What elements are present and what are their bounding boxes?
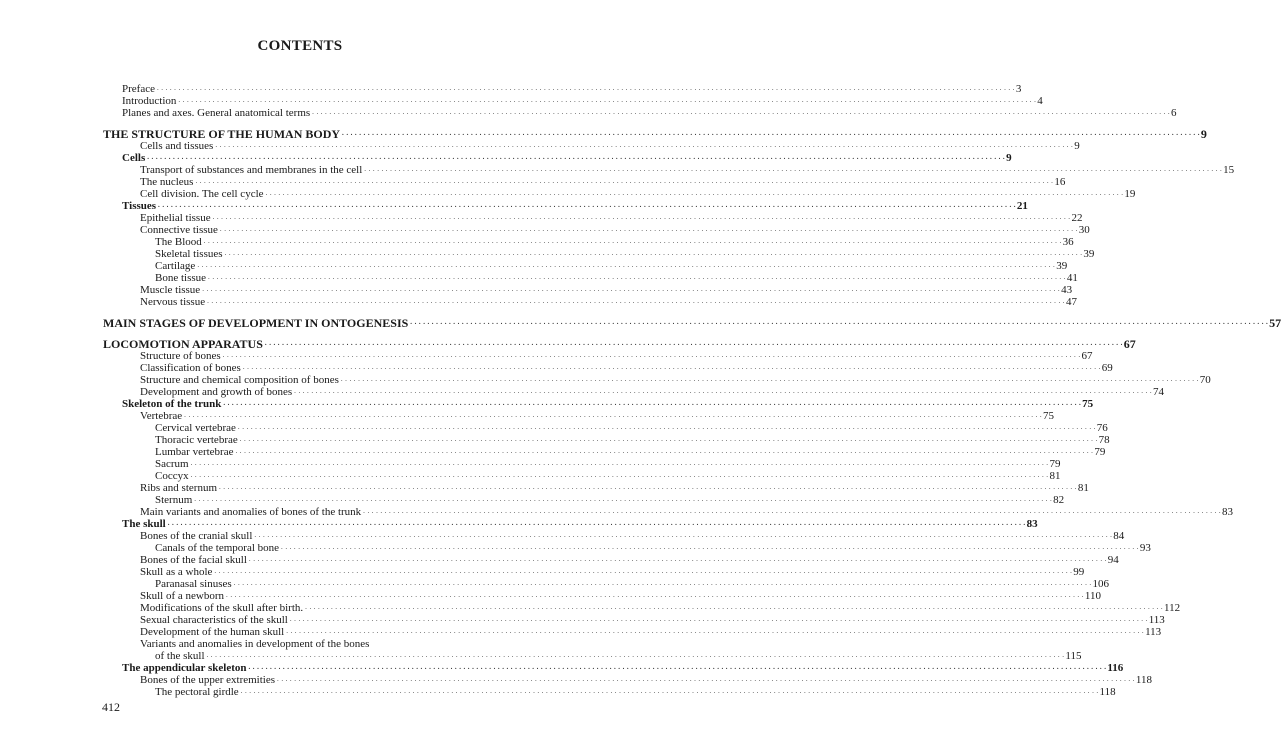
toc-entry-page: 78 (1098, 434, 1110, 446)
dot-leader: . . . . . . . . . . . . . . . . . . . . . . . . . . . . . . . . . . . . . . . . . . . . . . . . . . . . . . . . . . . . . . . . . . . . . . . . . . . . . . . . . . . . . . . . . . . . . . . . . . . . . . . . . . . . . . . . . . . . . . . . . . . . . . . . . . . . . . . . . . . . . . . . . . . . . . . . . . . . . . . . . . . . . . . . . . . . . . . . . . . . . . . . . . . . . . . . . . . . . . . . (224, 249, 1083, 257)
toc-entry-title: Sacrum (155, 458, 189, 470)
toc-entry-title: Cell division. The cell cycle (140, 188, 264, 200)
toc-entry-page: 9 (1200, 127, 1207, 141)
toc-entry-page: 3 (1015, 83, 1022, 95)
dot-leader: . . . . . . . . . . . . . . . . . . . . . . . . . . . . . . . . . . . . . . . . . . . . . . . . . . . . . . . . . . . . . . . . . . . . . . . . . . . . . . . . . . . . . . . . . . . . . . . . . . . . . . . . . . . . . . . . . . . . . . . . . . . . . . . . . . . . . . . . . . . . . . . . . . . . . . . . . . . . . . . . . . . . . . . . . . . . . . . . . . . . . . . . . . . . . . . . . . . . . . . . (233, 579, 1092, 587)
dot-leader: . . . . . . . . . . . . . . . . . . . . . . . . . . . . . . . . . . . . . . . . . . . . . . . . . . . . . . . . . . . . . . . . . . . . . . . . . . . . . . . . . . . . . . . . . . . . . . . . . . . . . . . . . . . . . . . . . . . . . . . . . . . . . . . . . . . . . . . . . . . . . . . . . . . . . . . . . . . . . . . . . . . . . . . . . . . . . . . . . . . . . . . . . . . . . . . . . . . . . . . . (207, 297, 1065, 305)
toc-entry-page: 79 (1094, 446, 1106, 458)
toc-entry-title: Canals of the temporal bone (155, 542, 280, 554)
toc-entry-title: Bones of the facial skull (140, 554, 247, 566)
dot-leader: . . . . . . . . . . . . . . . . . . . . . . . . . . . . . . . . . . . . . . . . . . . . . . . . . . . . . . . . . . . . . . . . . . . . . . . . . . . . . . . . . . . . . . . . . . . . . . . . . . . . . . . . . . . . . . . . . . . . . . . . . . . . . . . . . . . . . . . . . . . . . . . . . . . . . . . . . . . . . . . . . . . . . . . . . . . . . . . . . . . . . . . . . . . . . . . . . . . . . . . . (312, 108, 1171, 116)
toc-entry-title: Skeleton of the trunk (122, 398, 222, 410)
dot-leader: . . . . . . . . . . . . . . . . . . . . . . . . . . . . . . . . . . . . . . . . . . . . . . . . . . . . . . . . . . . . . . . . . . . . . . . . . . . . . . . . . . . . . . . . . . . . . . . . . . . . . . . . . . . . . . . . . . . . . . . . . . . . . . . . . . . . . . . . . . . . . . . . . . . . . . . . . . . . . . . . . . . . . . . . . . . . . . . . . . . . . . . . . . . . . . . . . . . . . . . . (248, 555, 1107, 563)
toc-entry-page: 83 (1026, 518, 1038, 530)
toc-entry-page: 41 (1066, 272, 1078, 284)
toc-entry (103, 566, 1085, 578)
toc-entry-page: 21 (1016, 200, 1028, 212)
toc-entry-page: 110 (1084, 590, 1101, 602)
toc-entry-page: 115 (1065, 650, 1082, 662)
toc-entry (103, 554, 1119, 566)
dot-leader: . . . . . . . . . . . . . . . . . . . . . . . . . . . . . . . . . . . . . . . . . . . . . . . . . . . . . . . . . . . . . . . . . . . . . . . . . . . . . . . . . . . . . . . . . . . . . . . . . . . . . . . . . . . . . . . . . . . . . . . . . . . . . . . . . . . . . . . . . . . . . . . . . . . . . . . . . . . . . . . . . . . . . . . . . . . . . . . . . . . . . . . . . . . . . . . . . . . . . . . . (219, 225, 1078, 233)
dot-leader: . . . . . . . . . . . . . . . . . . . . . . . . . . . . . . . . . . . . . . . . . . . . . . . . . . . . . . . . . . . . . . . . . . . . . . . . . . . . . . . . . . . . . . . . . . . . . . . . . . . . . . . . . . . . . . . . . . . . . . . . . . . . . . . . . . . . . . . . . . . . . . . . . . . . . . . . . . . . . . . . . . . . . . . . . . . . . . . . . . . . . . . . . . . . . . . . . . . . . . . . (305, 603, 1163, 611)
dot-leader: . . . . . . . . . . . . . . . . . . . . . . . . . . . . . . . . . . . . . . . . . . . . . . . . . . . . . . . . . . . . . . . . . . . . . . . . . . . . . . . . . . . . . . . . . . . . . . . . . . . . . . . . . . . . . . . . . . . . . . . . . . . . . . . . . . . . . . . . . . . . . . . . . . . . . . . . . . . . . . . . . . . . . . . . . . . . . . . . . . . . . . . . . . . . . . . . . . . . . . . . (226, 591, 1084, 599)
toc-entry (103, 260, 1068, 272)
toc-entry-title: Skeletal tissues (155, 248, 223, 260)
dot-leader: . . . . . . . . . . . . . . . . . . . . . . . . . . . . . . . . . . . . . . . . . . . . . . . . . . . . . . . . . . . . . . . . . . . . . . . . . . . . . . . . . . . . . . . . . . . . . . . . . . . . . . . . . . . . . . . . . . . . . . . . . . . . . . . . . . . . . . . . . . . . . . . . . . . . . . . . . . . . . . . . . . . . . . . . . . . . . . . . . . . . . . . . . . . . . . . . . . . . . . . . (248, 663, 1107, 671)
toc-entry-page: 99 (1073, 566, 1085, 578)
dot-leader: . . . . . . . . . . . . . . . . . . . . . . . . . . . . . . . . . . . . . . . . . . . . . . . . . . . . . . . . . . . . . . . . . . . . . . . . . . . . . . . . . . . . . . . . . . . . . . . . . . . . . . . . . . . . . . . . . . . . . . . . . . . . . . . . . . . . . . . . . . . . . . . . . . . . . . . . . . . . . . . . . . . . . . . . . . . . . . . . . . . . . . . . . . . . . . . . . . . . . . . . (265, 189, 1124, 197)
toc-entry-page: 67 (1081, 350, 1093, 362)
toc-entry (103, 590, 1101, 602)
toc-entry-title: Structure of bones (140, 350, 221, 362)
toc-entry (103, 650, 1082, 662)
toc-entry (103, 272, 1078, 284)
dot-leader: . . . . . . . . . . . . . . . . . . . . . . . . . . . . . . . . . . . . . . . . . . . . . . . . . . . . . . . . . . . . . . . . . . . . . . . . . . . . . . . . . . . . . . . . . . . . . . . . . . . . . . . . . . . . . . . . . . . . . . . . . . . . . . . . . . . . . . . . . . . . . . . . . . . . . . . . . . . . . . . . . . . . . . . . . . . . . . . . . . . . . . . . . . . . . . . . . . . . . . . . (294, 387, 1152, 395)
dot-leader: . . . . . . . . . . . . . . . . . . . . . . . . . . . . . . . . . . . . . . . . . . . . . . . . . . . . . . . . . . . . . . . . . . . . . . . . . . . . . . . . . . . . . . . . . . . . . . . . . . . . . . . . . . . . . . . . . . . . . . . . . . . . . . . . . . . . . . . . . . . . . . . . . . . . . . . . . . . . . . . . . . . . . . . . . . . . . . . . . . . . . . . . . . . . . . . . . . . . . . . . (342, 129, 1200, 137)
dot-leader: . . . . . . . . . . . . . . . . . . . . . . . . . . . . . . . . . . . . . . . . . . . . . . . . . . . . . . . . . . . . . . . . . . . . . . . . . . . . . . . . . . . . . . . . . . . . . . . . . . . . . . . . . . . . . . . . . . . . . . . . . . . . . . . . . . . . . . . . . . . . . . . . . . . . . . . . . . . . . . . . . . . . . . . . . . . . . . . . . . . . . . . . . . . . . . . . . . . . . . . . (254, 531, 1113, 539)
toc-entry-title: Bone tissue (155, 272, 207, 284)
toc-entry (103, 422, 1108, 434)
toc-entry-page: 39 (1056, 260, 1068, 272)
toc-entry (103, 446, 1106, 458)
toc-entry-title: Cells and tissues (140, 140, 214, 152)
toc-entry-page: 9 (1006, 152, 1012, 164)
toc-entry (103, 176, 1066, 188)
dot-leader: . . . . . . . . . . . . . . . . . . . . . . . . . . . . . . . . . . . . . . . . . . . . . . . . . . . . . . . . . . . . . . . . . . . . . . . . . . . . . . . . . . . . . . . . . . . . . . . . . . . . . . . . . . . . . . . . . . . . . . . . . . . . . . . . . . . . . . . . . . . . . . . . . . . . . . . . . . . . . . . . . . . . . . . . . . . . . . . . . . . . . . . . . . . . . . . . . . . . . . . . (237, 423, 1096, 431)
toc-entry (103, 152, 1012, 164)
toc-entry (103, 626, 1162, 638)
toc-entry-page: 118 (1135, 674, 1152, 686)
toc-entry-page: 75 (1043, 410, 1054, 422)
toc-entry-page: 82 (1053, 494, 1065, 506)
toc-entry-page: 84 (1113, 530, 1125, 542)
toc-entry (103, 674, 1152, 686)
toc-entry-page: 81 (1077, 482, 1089, 494)
dot-leader: . . . . . . . . . . . . . . . . . . . . . . . . . . . . . . . . . . . . . . . . . . . . . . . . . . . . . . . . . . . . . . . . . . . . . . . . . . . . . . . . . . . . . . . . . . . . . . . . . . . . . . . . . . . . . . . . . . . . . . . . . . . . . . . . . . . . . . . . . . . . . . . . . . . . . . . . . . . . . . . . . . . . . . . . . . . . . . . . . . . . . . . . . . . . . . . . . . . . . . . . (242, 363, 1101, 371)
toc-entry-page: 94 (1107, 554, 1119, 566)
toc-entry-page: 112 (1164, 602, 1181, 614)
toc-entry (103, 458, 1061, 470)
dot-leader: . . . . . . . . . . . . . . . . . . . . . . . . . . . . . . . . . . . . . . . . . . . . . . . . . . . . . . . . . . . . . . . . . . . . . . . . . . . . . . . . . . . . . . . . . . . . . . . . . . . . . . . . . . . . . . . . . . . . . . . . . . . . . . . . . . . . . . . . . . . . . . . . . . . . . . . . . . . . . . . . . . . . . . . . . . . . . . . . . . . . . . . . . . . . . . . . . . . . . . . . (147, 153, 1006, 161)
toc-entry (103, 542, 1151, 554)
toc-entry-title: Coccyx (155, 470, 189, 482)
toc-entry-title: Bones of the upper extremities (140, 674, 276, 686)
dot-leader: . . . . . . . . . . . . . . . . . . . . . . . . . . . . . . . . . . . . . . . . . . . . . . . . . . . . . . . . . . . . . . . . . . . . . . . . . . . . . . . . . . . . . . . . . . . . . . . . . . . . . . . . . . . . . . . . . . . . . . . . . . . . . . . . . . . . . . . . . . . . . . . . . . . . . . . . . . . . . . . . . . . . . . . . . . . . . . . . . . . . . . . . . . . . . . . . . . . . . . . . (203, 237, 1062, 245)
toc-entry (103, 350, 1093, 362)
toc-entry (103, 248, 1095, 260)
toc-entry (103, 224, 1090, 236)
toc-entry-title: The Blood (155, 236, 202, 248)
toc-entry (103, 530, 1125, 542)
toc-entry-page: 118 (1099, 686, 1116, 698)
toc-entry-page: 19 (1124, 188, 1136, 200)
toc-entry-title: Lumbar vertebrae (155, 446, 234, 458)
dot-leader: . . . . . . . . . . . . . . . . . . . . . . . . . . . . . . . . . . . . . . . . . . . . . . . . . . . . . . . . . . . . . . . . . . . . . . . . . . . . . . . . . . . . . . . . . . . . . . . . . . . . . . . . . . . . . . . . . . . . . . . . . . . . . . . . . . . . . . . . . . . . . . . . . . . . . . . . . . . . . . . . . . . . . . . . . . . . . . . . . . . . . . . . . . . . . . . . . . . . . . . . (219, 483, 1077, 491)
toc-entry (103, 434, 1110, 446)
toc-entry-title: Cervical vertebrae (155, 422, 236, 434)
toc-entry-page: 6 (1171, 107, 1177, 119)
toc-entry-page: 106 (1092, 578, 1110, 590)
dot-leader: . . . . . . . . . . . . . . . . . . . . . . . . . . . . . . . . . . . . . . . . . . . . . . . . . . . . . . . . . . . . . . . . . . . . . . . . . . . . . . . . . . . . . . . . . . . . . . . . . . . . . . . . . . . . . . . . . . . . . . . . . . . . . . . . . . . . . . . . . . . . . . . . . . . . . . . . . . . . . . . . . . . . . . . . . . . . . . . . . . . . . . . . . . . . . . . . . . . . . . . . (223, 399, 1082, 407)
toc-entry-page: 75 (1082, 398, 1094, 410)
dot-leader: . . . . . . . . . . . . . . . . . . . . . . . . . . . . . . . . . . . . . . . . . . . . . . . . . . . . . . . . . . . . . . . . . . . . . . . . . . . . . . . . . . . . . . . . . . . . . . . . . . . . . . . . . . . . . . . . . . . . . . . . . . . . . . . . . . . . . . . . . . . . . . . . . . . . . . . . . . . . . . . . . . . . . . . . . . . . . . . . . . . . . . . . . . . . . . . . . . . . . . . . (222, 351, 1081, 359)
toc-entry (103, 374, 1211, 386)
dot-leader: . . . . . . . . . . . . . . . . . . . . . . . . . . . . . . . . . . . . . . . . . . . . . . . . . . . . . . . . . . . . . . . . . . . . . . . . . . . . . . . . . . . . . . . . . . . . . . . . . . . . . . . . . . . . . . . . . . . . . . . . . . . . . . . . . . . . . . . . . . . . . . . . . . . . . . . . . . . . . . . . . . . . . . . . . . . . . . . . . . . . . . . . . . . . . . . . . . . . . . . . (264, 339, 1123, 347)
toc-entry-title: Variants and anomalies in development of the bones (140, 638, 370, 650)
dot-leader: . . . . . . . . . . . . . . . . . . . . . . . . . . . . . . . . . . . . . . . . . . . . . . . . . . . . . . . . . . . . . . . . . . . . . . . . . . . . . . . . . . . . . . . . . . . . . . . . . . . . . . . . . . . . . . . . . . . . . . . . . . . . . . . . . . . . . . . . . . . . . . . . . . . . . . . . . . . . . . . . . . . . . . . . . . . . . . . . . . . . . . . . . . . . . . . . . . . . . . . . (184, 411, 1042, 419)
toc-entry (103, 482, 1089, 494)
toc-entry (103, 686, 1116, 698)
toc-entry-title: Paranasal sinuses (155, 578, 232, 590)
toc-entry (103, 284, 1073, 296)
toc-entry-title: Planes and axes. General anatomical terms (122, 107, 311, 119)
toc-entry (103, 315, 1281, 330)
toc-entry-page: 113 (1145, 626, 1162, 638)
toc-entry-page: 81 (1049, 470, 1061, 482)
dot-leader: . . . . . . . . . . . . . . . . . . . . . . . . . . . . . . . . . . . . . . . . . . . . . . . . . . . . . . . . . . . . . . . . . . . . . . . . . . . . . . . . . . . . . . . . . . . . . . . . . . . . . . . . . . . . . . . . . . . . . . . . . . . . . . . . . . . . . . . . . . . . . . . . . . . . . . . . . . . . . . . . . . . . . . . . . . . . . . . . . . . . . . . . . . . . . . . . . . . . . . . . (158, 201, 1016, 209)
toc-entry-title: The skull (122, 518, 166, 530)
toc-entry-title: The appendicular skeleton (122, 662, 247, 674)
toc-entry-title: Cells (122, 152, 146, 164)
page-title: CONTENTS (257, 38, 343, 54)
toc-entry-title: Modifications of the skull after birth. (140, 602, 304, 614)
toc-entry-page: 30 (1078, 224, 1090, 236)
toc-entry (103, 200, 1028, 212)
toc-entry-page: 57 (1269, 316, 1281, 330)
toc-entry (103, 140, 1080, 152)
toc-entry (103, 614, 1165, 626)
toc-entry (103, 236, 1074, 248)
dot-leader: . . . . . . . . . . . . . . . . . . . . . . . . . . . . . . . . . . . . . . . . . . . . . . . . . . . . . . . . . . . . . . . . . . . . . . . . . . . . . . . . . . . . . . . . . . . . . . . . . . . . . . . . . . . . . . . . . . . . . . . . . . . . . . . . . . . . . . . . . . . . . . . . . . . . . . . . . . . . . . . . . . . . . . . . . . . . . . . . . . . . . . . . . . . . . . . . . . . . . . . . (167, 519, 1026, 527)
toc-entry (103, 578, 1110, 590)
toc-entry-title: Development and growth of bones (140, 386, 293, 398)
toc-entry-page: 69 (1101, 362, 1113, 374)
toc-entry-title: Skull of a newborn (140, 590, 225, 602)
toc-entry-page: 15 (1223, 164, 1235, 176)
toc-entry-page: 43 (1061, 284, 1073, 296)
page-number: 412 (102, 700, 120, 714)
dot-leader: . . . . . . . . . . . . . . . . . . . . . . . . . . . . . . . . . . . . . . . . . . . . . . . . . . . . . . . . . . . . . . . . . . . . . . . . . . . . . . . . . . . . . . . . . . . . . . . . . . . . . . . . . . . . . . . . . . . . . . . . . . . . . . . . . . . . . . . . . . . . . . . . . . . . . . . . . . . . . . . . . . . . . . . . . . . . . . . . . . . . . . . . . . . . . . . . . . . . . . . . (202, 285, 1061, 293)
dot-leader: . . . . . . . . . . . . . . . . . . . . . . . . . . . . . . . . . . . . . . . . . . . . . . . . . . . . . . . . . . . . . . . . . . . . . . . . . . . . . . . . . . . . . . . . . . . . . . . . . . . . . . . . . . . . . . . . . . . . . . . . . . . . . . . . . . . . . . . . . . . . . . . . . . . . . . . . . . . . . . . . . . . . . . . . . . . . . . . . . . . . . . . . . . . . . . . . . . . . . . . . (190, 471, 1049, 479)
dot-leader: . . . . . . . . . . . . . . . . . . . . . . . . . . . . . . . . . . . . . . . . . . . . . . . . . . . . . . . . . . . . . . . . . . . . . . . . . . . . . . . . . . . . . . . . . . . . . . . . . . . . . . . . . . . . . . . . . . . . . . . . . . . . . . . . . . . . . . . . . . . . . . . . . . . . . . . . . . . . . . . . . . . . . . . . . . . . . . . . . . . . . . . . . . . . . . . . . . . . . . . . (286, 627, 1145, 635)
toc-entry-title: The pectoral girdle (155, 686, 239, 698)
toc-entry-title: Thoracic vertebrae (155, 434, 238, 446)
toc-entry (103, 602, 1181, 614)
toc-entry-page: 83 (1222, 506, 1234, 518)
toc-entry-title: Cartilage (155, 260, 196, 272)
dot-leader: . . . . . . . . . . . . . . . . . . . . . . . . . . . . . . . . . . . . . . . . . . . . . . . . . . . . . . . . . . . . . . . . . . . . . . . . . . . . . . . . . . . . . . . . . . . . . . . . . . . . . . . . . . . . . . . . . . . . . . . . . . . . . . . . . . . . . . . . . . . . . . . . . . . . . . . . . . . . . . . . . . . . . . . . . . . . . . . . . . . . . . . . . . . . . . . . . . . . . . . . (289, 615, 1148, 623)
toc-entry-title: Sexual characteristics of the skull (140, 614, 288, 626)
dot-leader: . . . . . . . . . . . . . . . . . . . . . . . . . . . . . . . . . . . . . . . . . . . . . . . . . . . . . . . . . . . . . . . . . . . . . . . . . . . . . . . . . . . . . . . . . . . . . . . . . . . . . . . . . . . . . . . . . . . . . . . . . . . . . . . . . . . . . . . . . . . . . . . . . . . . . . . . . . . . . . . . . . . . . . . . . . . . . . . . . . . . . . . . . . . . . . . . . . . . . . . . (197, 261, 1056, 269)
toc-entry-title: THE STRUCTURE OF THE HUMAN BODY (103, 127, 341, 141)
toc-entry-page: 4 (1037, 95, 1043, 107)
toc-entry-title: Classification of bones (140, 362, 241, 374)
toc-entry (103, 518, 1038, 530)
toc-entry-page: 74 (1153, 386, 1164, 398)
toc-entry-page: 39 (1083, 248, 1095, 260)
dot-leader: . . . . . . . . . . . . . . . . . . . . . . . . . . . . . . . . . . . . . . . . . . . . . . . . . . . . . . . . . . . . . . . . . . . . . . . . . . . . . . . . . . . . . . . . . . . . . . . . . . . . . . . . . . . . . . . . . . . . . . . . . . . . . . . . . . . . . . . . . . . . . . . . . . . . . . . . . . . . . . . . . . . . . . . . . . . . . . . . . . . . . . . . . . . . . . . . . . . . . . . . (195, 177, 1054, 185)
toc-entry (103, 126, 1207, 141)
toc-entry-title: Sternum (155, 494, 193, 506)
dot-leader: . . . . . . . . . . . . . . . . . . . . . . . . . . . . . . . . . . . . . . . . . . . . . . . . . . . . . . . . . . . . . . . . . . . . . . . . . . . . . . . . . . . . . . . . . . . . . . . . . . . . . . . . . . . . . . . . . . . . . . . . . . . . . . . . . . . . . . . . . . . . . . . . . . . . . . . . . . . . . . . . . . . . . . . . . . . . . . . . . . . . . . . . . . . . . . . . . . . . . . . . (215, 141, 1074, 149)
toc-entry (103, 336, 1136, 351)
toc-entry-page: 113 (1148, 614, 1165, 626)
toc-entry-title: LOCOMOTION APPARATUS (103, 337, 263, 351)
toc-entry (103, 494, 1065, 506)
toc-entry-page: 16 (1054, 176, 1066, 188)
toc-entry-page: 70 (1199, 374, 1211, 386)
toc-entry-title: Transport of substances and membranes in the cell (140, 164, 363, 176)
toc-entry (103, 296, 1077, 308)
toc-entry-page: 67 (1123, 337, 1136, 351)
toc-entry (103, 95, 1043, 107)
dot-leader: . . . . . . . . . . . . . . . . . . . . . . . . . . . . . . . . . . . . . . . . . . . . . . . . . . . . . . . . . . . . . . . . . . . . . . . . . . . . . . . . . . . . . . . . . . . . . . . . . . . . . . . . . . . . . . . . . . . . . . . . . . . . . . . . . . . . . . . . . . . . . . . . . . . . . . . . . . . . . . . . . . . . . . . . . . . . . . . . . . . . . . . . . . . . . . . . . . . . . . . . (212, 213, 1071, 221)
toc-entry-title: Development of the human skull (140, 626, 285, 638)
toc-entry-title: Bones of the cranial skull (140, 530, 253, 542)
dot-leader: . . . . . . . . . . . . . . . . . . . . . . . . . . . . . . . . . . . . . . . . . . . . . . . . . . . . . . . . . . . . . . . . . . . . . . . . . . . . . . . . . . . . . . . . . . . . . . . . . . . . . . . . . . . . . . . . . . . . . . . . . . . . . . . . . . . . . . . . . . . . . . . . . . . . . . . . . . . . . . . . . . . . . . . . . . . . . . . . . . . . . . . . . . . . . . . . . . . . . . . . (340, 375, 1199, 383)
toc-entry-title: MAIN STAGES OF DEVELOPMENT IN ONTOGENESIS (103, 316, 409, 330)
toc-entry-title: Nervous tissue (140, 296, 206, 308)
toc-entry-title: of the skull (155, 650, 205, 662)
toc-entry-page: 93 (1139, 542, 1151, 554)
toc-entry-title: Introduction (122, 95, 177, 107)
toc-entry (103, 212, 1083, 224)
toc-entry-title: Muscle tissue (140, 284, 201, 296)
toc-entry-title: The nucleus (140, 176, 194, 188)
dot-leader: . . . . . . . . . . . . . . . . . . . . . . . . . . . . . . . . . . . . . . . . . . . . . . . . . . . . . . . . . . . . . . . . . . . . . . . . . . . . . . . . . . . . . . . . . . . . . . . . . . . . . . . . . . . . . . . . . . . . . . . . . . . . . . . . . . . . . . . . . . . . . . . . . . . . . . . . . . . . . . . . . . . . . . . . . . . . . . . . . . . . . . . . . . . . . . . . . . . . . . . . (363, 507, 1222, 515)
dot-leader: . . . . . . . . . . . . . . . . . . . . . . . . . . . . . . . . . . . . . . . . . . . . . . . . . . . . . . . . . . . . . . . . . . . . . . . . . . . . . . . . . . . . . . . . . . . . . . . . . . . . . . . . . . . . . . . . . . . . . . . . . . . . . . . . . . . . . . . . . . . . . . . . . . . . . . . . . . . . . . . . . . . . . . . . . . . . . . . . . . . . . . . . . . . . . . . . . . . . . . . . (240, 687, 1099, 695)
toc-entry (103, 164, 1235, 176)
toc-entry-title: Preface (122, 83, 155, 95)
toc-entry-page: 22 (1071, 212, 1083, 224)
dot-leader: . . . . . . . . . . . . . . . . . . . . . . . . . . . . . . . . . . . . . . . . . . . . . . . . . . . . . . . . . . . . . . . . . . . . . . . . . . . . . . . . . . . . . . . . . . . . . . . . . . . . . . . . . . . . . . . . . . . . . . . . . . . . . . . . . . . . . . . . . . . . . . . . . . . . . . . . . . . . . . . . . . . . . . . . . . . . . . . . . . . . . . . . . . . . . . . . . . . . . . . . (281, 543, 1139, 551)
toc-entry (103, 107, 1177, 119)
toc-entry (103, 188, 1136, 200)
toc-entry-title: Connective tissue (140, 224, 218, 236)
toc-entry (103, 83, 1022, 95)
dot-leader: . . . . . . . . . . . . . . . . . . . . . . . . . . . . . . . . . . . . . . . . . . . . . . . . . . . . . . . . . . . . . . . . . . . . . . . . . . . . . . . . . . . . . . . . . . . . . . . . . . . . . . . . . . . . . . . . . . . . . . . . . . . . . . . . . . . . . . . . . . . . . . . . . . . . . . . . . . . . . . . . . . . . . . . . . . . . . . . . . . . . . . . . . . . . . . . . . . . . . . . . (206, 651, 1065, 659)
toc-entry-title: Structure and chemical composition of bones (140, 374, 339, 386)
toc-entry-page: 9 (1074, 140, 1080, 152)
toc-entry-title: Skull as a whole (140, 566, 213, 578)
dot-leader: . . . . . . . . . . . . . . . . . . . . . . . . . . . . . . . . . . . . . . . . . . . . . . . . . . . . . . . . . . . . . . . . . . . . . . . . . . . . . . . . . . . . . . . . . . . . . . . . . . . . . . . . . . . . . . . . . . . . . . . . . . . . . . . . . . . . . . . . . . . . . . . . . . . . . . . . . . . . . . . . . . . . . . . . . . . . . . . . . . . . . . . . . . . . . . . . . . . . . . . . (410, 318, 1269, 326)
dot-leader: . . . . . . . . . . . . . . . . . . . . . . . . . . . . . . . . . . . . . . . . . . . . . . . . . . . . . . . . . . . . . . . . . . . . . . . . . . . . . . . . . . . . . . . . . . . . . . . . . . . . . . . . . . . . . . . . . . . . . . . . . . . . . . . . . . . . . . . . . . . . . . . . . . . . . . . . . . . . . . . . . . . . . . . . . . . . . . . . . . . . . . . . . . . . . . . . . . . . . . . . (277, 675, 1135, 683)
dot-leader: . . . . . . . . . . . . . . . . . . . . . . . . . . . . . . . . . . . . . . . . . . . . . . . . . . . . . . . . . . . . . . . . . . . . . . . . . . . . . . . . . . . . . . . . . . . . . . . . . . . . . . . . . . . . . . . . . . . . . . . . . . . . . . . . . . . . . . . . . . . . . . . . . . . . . . . . . . . . . . . . . . . . . . . . . . . . . . . . . . . . . . . . . . . . . . . . . . . . . . . . (214, 567, 1073, 575)
dot-leader: . . . . . . . . . . . . . . . . . . . . . . . . . . . . . . . . . . . . . . . . . . . . . . . . . . . . . . . . . . . . . . . . . . . . . . . . . . . . . . . . . . . . . . . . . . . . . . . . . . . . . . . . . . . . . . . . . . . . . . . . . . . . . . . . . . . . . . . . . . . . . . . . . . . . . . . . . . . . . . . . . . . . . . . . . . . . . . . . . . . . . . . . . . . . . . . . . . . . . . . . (194, 495, 1053, 503)
toc-entry-title: Tissues (122, 200, 157, 212)
toc-entry-title: Ribs and sternum (140, 482, 217, 494)
toc-entry-page: 116 (1107, 662, 1124, 674)
dot-leader: . . . . . . . . . . . . . . . . . . . . . . . . . . . . . . . . . . . . . . . . . . . . . . . . . . . . . . . . . . . . . . . . . . . . . . . . . . . . . . . . . . . . . . . . . . . . . . . . . . . . . . . . . . . . . . . . . . . . . . . . . . . . . . . . . . . . . . . . . . . . . . . . . . . . . . . . . . . . . . . . . . . . . . . . . . . . . . . . . . . . . . . . . . . . . . . . . . . . . . . . (156, 84, 1015, 92)
table-of-contents (103, 83, 1281, 698)
toc-entry-page: 76 (1096, 422, 1108, 434)
dot-leader: . . . . . . . . . . . . . . . . . . . . . . . . . . . . . . . . . . . . . . . . . . . . . . . . . . . . . . . . . . . . . . . . . . . . . . . . . . . . . . . . . . . . . . . . . . . . . . . . . . . . . . . . . . . . . . . . . . . . . . . . . . . . . . . . . . . . . . . . . . . . . . . . . . . . . . . . . . . . . . . . . . . . . . . . . . . . . . . . . . . . . . . . . . . . . . . . . . . . . . . . (235, 447, 1094, 455)
toc-entry-title: Epithelial tissue (140, 212, 211, 224)
toc-entry (103, 398, 1094, 410)
dot-leader: . . . . . . . . . . . . . . . . . . . . . . . . . . . . . . . . . . . . . . . . . . . . . . . . . . . . . . . . . . . . . . . . . . . . . . . . . . . . . . . . . . . . . . . . . . . . . . . . . . . . . . . . . . . . . . . . . . . . . . . . . . . . . . . . . . . . . . . . . . . . . . . . . . . . . . . . . . . . . . . . . . . . . . . . . . . . . . . . . . . . . . . . . . . . . . . . . . . . . . . . (178, 96, 1037, 104)
toc-entry-title: Vertebrae (140, 410, 183, 422)
dot-leader: . . . . . . . . . . . . . . . . . . . . . . . . . . . . . . . . . . . . . . . . . . . . . . . . . . . . . . . . . . . . . . . . . . . . . . . . . . . . . . . . . . . . . . . . . . . . . . . . . . . . . . . . . . . . . . . . . . . . . . . . . . . . . . . . . . . . . . . . . . . . . . . . . . . . . . . . . . . . . . . . . . . . . . . . . . . . . . . . . . . . . . . . . . . . . . . . . . . . . . . . (239, 435, 1098, 443)
toc-entry (103, 638, 502, 650)
toc-entry-page: 47 (1065, 296, 1077, 308)
toc-entry (103, 470, 1061, 482)
dot-leader: . . . . . . . . . . . . . . . . . . . . . . . . . . . . . . . . . . . . . . . . . . . . . . . . . . . . . . . . . . . . . . . . . . . . . . . . . . . . . . . . . . . . . . . . . . . . . . . . . . . . . . . . . . . . . . . . . . . . . . . . . . . . . . . . . . . . . . . . . . . . . . . . . . . . . . . . . . . . . . . . . . . . . . . . . . . . . . . . . . . . . . . . . . . . . . . . . . . . . . . . (364, 165, 1223, 173)
dot-leader: . . . . . . . . . . . . . . . . . . . . . . . . . . . . . . . . . . . . . . . . . . . . . . . . . . . . . . . . . . . . . . . . . . . . . . . . . . . . . . . . . . . . . . . . . . . . . . . . . . . . . . . . . . . . . . . . . . . . . . . . . . . . . . . . . . . . . . . . . . . . . . . . . . . . . . . . . . . . . . . . . . . . . . . . . . . . . . . . . . . . . . . . . . . . . . . . . . . . . . . . (190, 459, 1049, 467)
toc-entry (103, 362, 1113, 374)
dot-leader: . . . . . . . . . . . . . . . . . . . . . . . . . . . . . . . . . . . . . . . . . . . . . . . . . . . . . . . . . . . . . . . . . . . . . . . . . . . . . . . . . . . . . . . . . . . . . . . . . . . . . . . . . . . . . . . . . . . . . . . . . . . . . . . . . . . . . . . . . . . . . . . . . . . . . . . . . . . . . . . . . . . . . . . . . . . . . . . . . . . . . . . . . . . . . . . . . . . . . . . . (208, 273, 1066, 281)
toc-entry (103, 410, 1054, 422)
toc-entry (103, 386, 1164, 398)
toc-entry (103, 662, 1124, 674)
toc-entry-title: Main variants and anomalies of bones of the trunk (140, 506, 362, 518)
toc-entry-page: 36 (1062, 236, 1074, 248)
toc-entry-page: 79 (1049, 458, 1061, 470)
toc-entry (103, 506, 1234, 518)
